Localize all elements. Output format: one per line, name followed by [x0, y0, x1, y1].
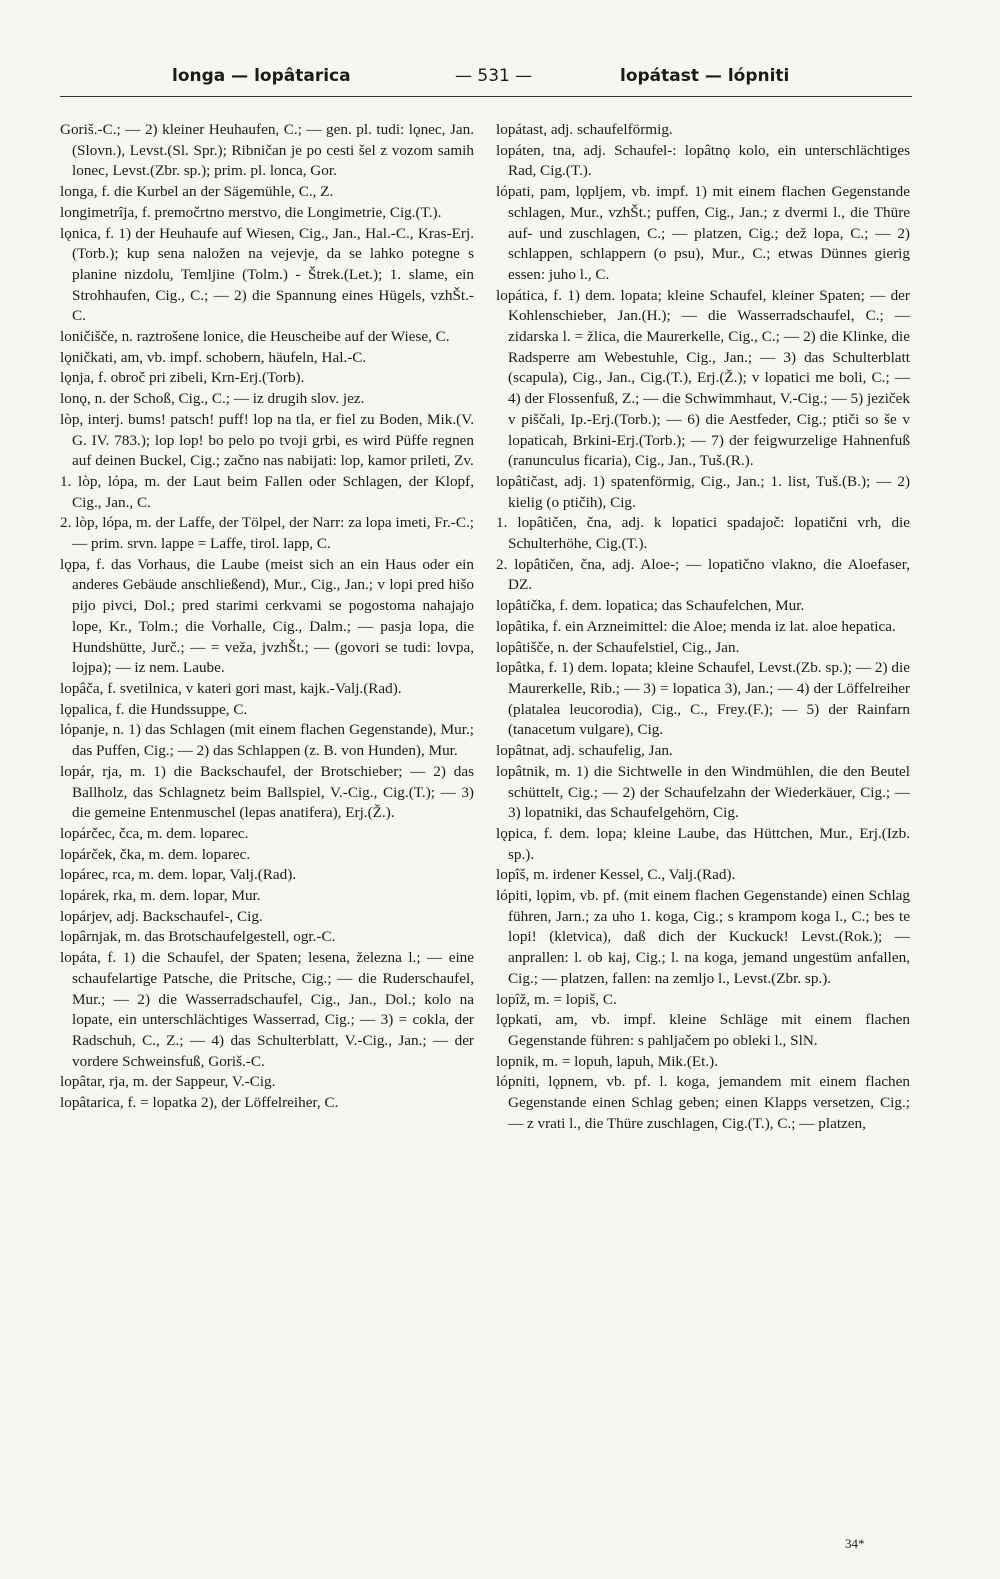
dictionary-entry: 1. lopâtičen, čna, adj. k lopatici spadajoč: lopatični vrh, die Schulterhöhe, Cig.(T.).: [496, 514, 910, 553]
dictionary-entry: longimetrîja, f. premočrtno merstvo, die Longimetrie, Cig.(T.).: [60, 203, 442, 221]
dictionary-entry: lǫpa, f. das Vorhaus, die Laube (meist sich an ein Haus oder ein anderes Gebäude anschließend), Mur., Cig., Jan.; v lopi pred hišo pijo pivci, Dol.; pred starimi cerkvami se pogostoma nahajajo lope, Kr., Tolm.; die Vorhalle, Cig., Dalm.; — pasja lopa, die Hundshütte, Jurč.; — = veža, jvzhŠt.; — (govori se tudi: lovpa, lojpa); — iz nem. Laube.: [60, 555, 474, 677]
dictionary-entry: lopâtičast, adj. 1) spatenförmig, Cig., Jan.; 1. list, Tuš.(B.); — 2) kielig (o ptičih), Cig.: [496, 472, 910, 511]
dictionary-entry: lopátast, adj. schaufelförmig.: [496, 121, 673, 138]
dictionary-entry: lopár, rja, m. 1) die Backschaufel, der Brotschieber; — 2) das Ballholz, das Schlagnetz beim Ballspiel, V.-Cig., Cig.(T.); — 3) die gemeine Entenmuschel (lepas anatifera), Erj.(Ž.).: [60, 762, 474, 822]
header-right-guide-words: lopátast — lópniti: [620, 66, 790, 86]
dictionary-entry: lopárjev, adj. Backschaufel-, Cig.: [60, 907, 263, 925]
dictionary-entry: lopâtka, f. 1) dem. lopata; kleine Schaufel, Levst.(Zb. sp.); — 2) die Maurerkelle, Rib.; — 3) = lopatica 3), Jan.; — 4) der Löffelreiher (platalea leucorodia), Cig., C., Frey.(F.); — 5) der Rainfarn (tanacetum vulgare), Cig.: [496, 659, 910, 739]
dictionary-entry: 2. lòp, lópa, m. der Laffe, der Tölpel, der Narr: za lopa imeti, Fr.-C.; — prim. srvn. lappe = Laffe, tirol. lapp, C.: [60, 514, 474, 553]
dictionary-entry: lópanje, n. 1) das Schlagen (mit einem flachen Gegenstande), Mur.; das Puffen, Cig.; — 2) das Schlappen (z. B. von Hunden), Mur.: [60, 721, 474, 760]
dictionary-entry: lopâtnat, adj. schaufelig, Jan.: [496, 742, 673, 760]
dictionary-entry: lǫnica, f. 1) der Heuhaufe auf Wiesen, Cig., Jan., Hal.-C., Kras-Erj.(Torb.); kup sena naložen na vejevje, da se lahko potegne s planine nizdolu, Temljine (Tolm.) - Štrek.(Let.); 1. slame, ein Strohhaufen, Cig., C.; — 2) die Spannung eines Hügels, vzhŠt.-C.: [60, 224, 474, 325]
dictionary-entry: lopâtika, f. ein Arzneimittel: die Aloe; menda iz lat. aloe hepatica.: [496, 617, 896, 635]
dictionary-entry: lopâtar, rja, m. der Sappeur, V.-Cig.: [60, 1073, 276, 1091]
dictionary-entry: lopâča, f. svetilnica, v kateri gori mast, kajk.-Valj.(Rad).: [60, 679, 402, 697]
dictionary-entry: lǫnja, f. obroč pri zibeli, Krn-Erj.(Torb).: [60, 369, 305, 387]
dictionary-entry: lopárček, čka, m. dem. loparec.: [60, 845, 251, 863]
dictionary-entry: lǫpkati, am, vb. impf. kleine Schläge mit einem flachen Gegenstande führen: s pahljačem po obleki l., SlN.: [496, 1011, 910, 1049]
dictionary-entry: lopâtnik, m. 1) die Sichtwelle in den Windmühlen, die den Beutel schüttelt, Cig.; — 2) der Schaufelzahn der Wiederkäuer, Cig.; — 3) lopatniki, das Schaufelgehörn, Cig.: [496, 762, 910, 822]
dictionary-entry: 2. lopâtičen, čna, adj. Aloe-; — lopatično vlakno, die Aloefaser, DZ.: [496, 555, 910, 594]
dictionary-entry: lopâtišče, n. der Schaufelstiel, Cig., Jan.: [496, 638, 740, 656]
dictionary-entry: lopárek, rka, m. dem. lopar, Mur.: [60, 887, 261, 905]
header-rule: [60, 96, 912, 97]
dictionary-entry: lopâtička, f. dem. lopatica; das Schaufelchen, Mur.: [496, 597, 805, 615]
page-number: — 531 —: [455, 66, 533, 86]
dictionary-entry: lopîž, m. = lopiš, C.: [496, 990, 617, 1008]
dictionary-entry: lǫpalica, f. die Hundssuppe, C.: [60, 700, 248, 718]
left-column: [60, 120, 474, 1114]
dictionary-entry: lonǫ, n. der Schoß, Cig., C.; — iz drugih slov. jez.: [60, 390, 365, 408]
dictionary-entry: lǫničkati, am, vb. impf. schobern, häufeln, Hal.-C.: [60, 348, 367, 366]
header-left-guide-words: longa — lopâtarica: [172, 66, 351, 86]
dictionary-entry: lopáten, tna, adj. Schaufel-: lopâtnǫ kolo, ein unterschlächtiges Rad, Cig.(T.).: [496, 141, 910, 180]
dictionary-entry: lópati, pam, lǫpljem, vb. impf. 1) mit einem flachen Gegenstande schlagen, Mur., vzhŠt.; puffen, Cig., Jan.; z dvermi l., die Thüre auf- und zuschlagen, C.; — platzen, Cig.; dež lopa, C.; — 2) schlappen, schlappern (o psu), Mur., C.; etwas Dünnes gierig essen: juho l., C.: [496, 183, 910, 283]
dictionary-entry: lopárčec, čca, m. dem. loparec.: [60, 824, 249, 842]
printer-signature-mark: 34*: [845, 1536, 865, 1551]
dictionary-entry: lopática, f. 1) dem. lopata; kleine Schaufel, kleiner Spaten; — der Kohlenschieber, Jan.(H.); — die Wasserradschaufel, C.; — zidarska l. = žlica, die Maurerkelle, Cig., C.; — 2) die Klinke, die Radsperre am Webestuhle, Cig., Jan.; — 3) das Schulterblatt (scapula), Cig., Jan., Cig.(T.), Erj.(Ž.); v lopatici me boli, C.; — 4) der Flossenfuß, Z.; — die Schwimmhaut, V.-Cig.; — 5) jeziček v piščali, Ip.-Erj.(Torb.); — 6) die Aestfeder, Cig.; ptiči so še v lopaticah, Brkini-Erj.(Torb.); — 7) der feigwurzelige Hahnenfuß (ranunculus ficaria), Cig., Jan., Tuš.(R.).: [496, 286, 910, 470]
dictionary-entry: lopîš, m. irdener Kessel, C., Valj.(Rad).: [496, 866, 736, 884]
dictionary-entry: lopnik, m. = lopuh, lapuh, Mik.(Et.).: [496, 1052, 719, 1070]
dictionary-entry: lopáta, f. 1) die Schaufel, der Spaten; lesena, železna l.; — eine schaufelartige Patsche, die Pritsche, Cig.; — die Ruderschaufel, Mur.; — 2) die Wasserradschaufel, Cig., Jan., Dol.; kolo na lopate, ein unterschlächtiges Wasserrad, Cig.; — 3) = cokla, der Radschuh, C., Z.; — 4) das Schulterblatt, V.-Cig., Jan.; — der vordere Schweinsfuß, Goriš.-C.: [60, 949, 474, 1070]
dictionary-entry: lopárec, rca, m. dem. lopar, Valj.(Rad).: [60, 866, 297, 884]
dictionary-entry: lopâtarica, f. = lopatka 2), der Löffelreiher, C.: [60, 1094, 339, 1112]
dictionary-entry: longa, f. die Kurbel an der Sägemühle, C., Z.: [60, 183, 334, 201]
dictionary-entry: lópniti, lǫpnem, vb. pf. l. koga, jemandem mit einem flachen Gegenstande einen Schlag geben; einen Klapps versetzen, Cig.; — z vrati l., die Thüre zuschlagen, Cig.(T.), C.; — platzen,: [496, 1073, 910, 1132]
right-column: [496, 120, 910, 1134]
dictionary-entry: lópiti, lǫpim, vb. pf. (mit einem flachen Gegenstande) einen Schlag führen, Jarn.; za uho 1. koga, Cig.; s krampom koga l., C.; bes te lopi! (kletvica), daß dich der Kuckuck! Levst.(Rok.); — anprallen: l. ob kaj, Cig.; l. na koga, jemand ungestüm anfallen, Cig.; — platzen, fallen: na zemljo l., Levst.(Zbr. sp.).: [496, 887, 910, 987]
dictionary-entry: lopârnjak, m. das Brotschaufelgestell, ogr.-C.: [60, 928, 336, 946]
dictionary-entry: lòp, interj. bums! patsch! puff! lop na tla, er fiel zu Boden, Mik.(V. G. IV. 783.); lop lop! bo pelo po tvoji grbi, es wird Püffe regnen auf deinen Buckel, Cig.; začno nas nabijati: lop, kamor prileti, Zv.: [60, 410, 474, 470]
dictionary-entry: Goriš.-C.; — 2) kleiner Heuhaufen, C.; — gen. pl. tudi: lǫnec, Jan.(Slovn.), Levst.(Sl. Spr.); Ribničan je po cesti šel z vozom samih lonec, Levst.(Zbr. sp.); prim. pl. lonca, Gor.: [60, 121, 474, 180]
dictionary-entry: lǫpica, f. dem. lopa; kleine Laube, das Hüttchen, Mur., Erj.(Izb. sp.).: [496, 824, 910, 863]
dictionary-entry: 1. lòp, lópa, m. der Laut beim Fallen oder Schlagen, der Klopf, Cig., Jan., C.: [60, 472, 474, 511]
running-header: [60, 62, 912, 92]
dictionary-entry: loničišče, n. raztrošene lonice, die Heuscheibe auf der Wiese, C.: [60, 328, 450, 346]
